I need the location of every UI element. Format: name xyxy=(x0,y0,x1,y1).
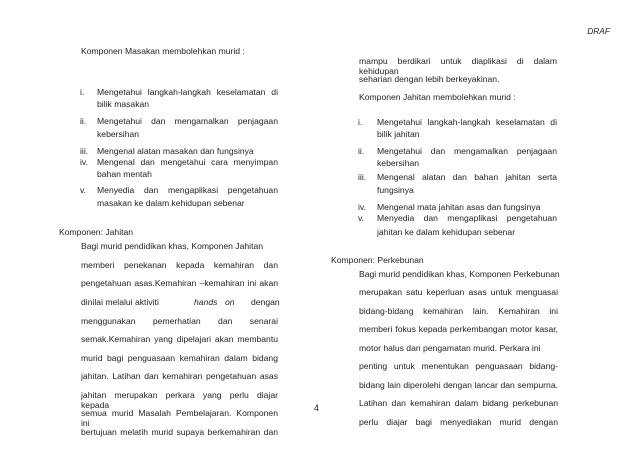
paragraph-line: jahitan merupakan perkara yang perlu diajar kepada xyxy=(81,390,278,410)
list-item-line: Mengenal alatan dan bahan jahitan serta xyxy=(377,172,557,182)
list-number: i. xyxy=(80,87,85,97)
paragraph-line: memberi fokus kepada perkembangan motor kasar, xyxy=(359,324,558,334)
list-item-line: kebersihan xyxy=(97,129,140,139)
paragraph-line: Bagi murid pendidikan khas, Komponen Perkebunan xyxy=(359,269,560,279)
paragraph-line: menggunakan pemerhatian dan senarai xyxy=(81,316,278,326)
paragraph-line: mampu berdikari untuk diaplikasi di dalam kehidupan xyxy=(359,56,557,76)
list-item-line: Mengenal dan mengetahui cara menyimpan xyxy=(97,157,278,167)
list-item-line: kebersihan xyxy=(377,158,420,168)
paragraph-line: bidang-bidang kemahiran lain. Kemahiran ini xyxy=(359,306,558,316)
paragraph-line: bertujuan melatih murid supaya berkemahiran dan xyxy=(81,427,278,437)
list-number: iii. xyxy=(358,172,367,182)
paragraph-line-end: dengan xyxy=(251,297,280,307)
paragraph-line: pengetahuan asas.Kemahiran –kemahiran ini akan xyxy=(81,278,278,288)
list-item-line: fungsinya xyxy=(377,185,414,195)
list-item-line: jahitan ke dalam kehidupan sebenar xyxy=(377,227,516,237)
list-item-line: Mengetahui langkah-langkah keselamatan di xyxy=(377,117,557,127)
list-number: v. xyxy=(358,213,365,223)
paragraph-line: merupakan satu keperluan asas untuk menguasai xyxy=(359,287,558,297)
list-item-line: masakan ke dalam kehidupan sebenar xyxy=(97,198,245,208)
section-heading-jahitan: Komponen: Jahitan xyxy=(59,227,134,237)
paragraph-line: jahitan. Latihan dan kemahiran pengetahuan asas xyxy=(81,371,278,381)
italic-word: on xyxy=(225,297,235,307)
list-number: iv. xyxy=(80,157,88,167)
list-number: i. xyxy=(358,117,363,127)
paragraph-line: bidang lain diperolehi dengan lancar dan sempurna. xyxy=(359,380,558,390)
list-item-line: bilik masakan xyxy=(97,99,150,109)
list-number: iv. xyxy=(358,202,366,212)
list-item-line: Menyedia dan mengaplikasi pengetahuan xyxy=(97,185,278,195)
list-item-line: Mengenal mata jahitan asas dan fungsinya xyxy=(377,202,541,212)
section-heading-perkebunan: Komponen: Perkebunan xyxy=(331,255,424,265)
paragraph-line: seharian dengan lebih berkeyakinan. xyxy=(359,74,500,84)
paragraph-line: semak.Kemahiran yang dipelajari akan membantu xyxy=(81,334,278,344)
list-item-line: Mengenal alatan masakan dan fungsinya xyxy=(97,146,254,156)
jahitan-intro: Komponen Jahitan membolehkan murid : xyxy=(359,92,516,102)
list-item-line: Mengetahui langkah-langkah keselamatan di xyxy=(97,87,278,97)
list-number: v. xyxy=(80,185,87,195)
paragraph-line: motor halus dan pengamatan murid. Perkara ini xyxy=(359,343,541,353)
paragraph-line: dinilai melalui aktiviti xyxy=(81,297,159,307)
italic-word: hands xyxy=(194,297,218,307)
list-number: ii. xyxy=(358,146,365,156)
paragraph-line: murid bagi penguasaan kemahiran dalam bidang xyxy=(81,353,278,363)
list-item-line: Menyedia dan mengaplikasi pengetahuan xyxy=(377,213,557,223)
paragraph-line: perlu diajar bagi menyediakan murid dengan xyxy=(359,417,558,427)
paragraph-line: semua murid Masalah Pembelajaran. Komponen ini xyxy=(81,408,278,428)
list-item-line: Mengetahui dan mengamalkan penjagaan xyxy=(377,146,557,156)
masakan-intro: Komponen Masakan membolehkan murid : xyxy=(81,46,245,56)
list-number: iii. xyxy=(80,146,89,156)
list-item-line: Mengetahui dan mengamalkan penjagaan xyxy=(97,116,278,126)
list-item-line: bilik jahitan xyxy=(377,129,420,139)
paragraph-line: Latihan dan kemahiran dalam bidang perkebunan xyxy=(359,398,558,408)
list-number: ii. xyxy=(80,116,87,126)
paragraph-line: memberi penekanan kepada kemahiran dan xyxy=(81,260,278,270)
paragraph-line: penting untuk menentukan penguasaan bidang- xyxy=(359,361,558,371)
paragraph-line: Bagi murid pendidikan khas, Komponen Jahitan xyxy=(81,241,264,251)
list-item-line: bahan mentah xyxy=(97,169,152,179)
page-number: 4 xyxy=(314,403,320,413)
draft-label: DRAF xyxy=(587,26,610,36)
